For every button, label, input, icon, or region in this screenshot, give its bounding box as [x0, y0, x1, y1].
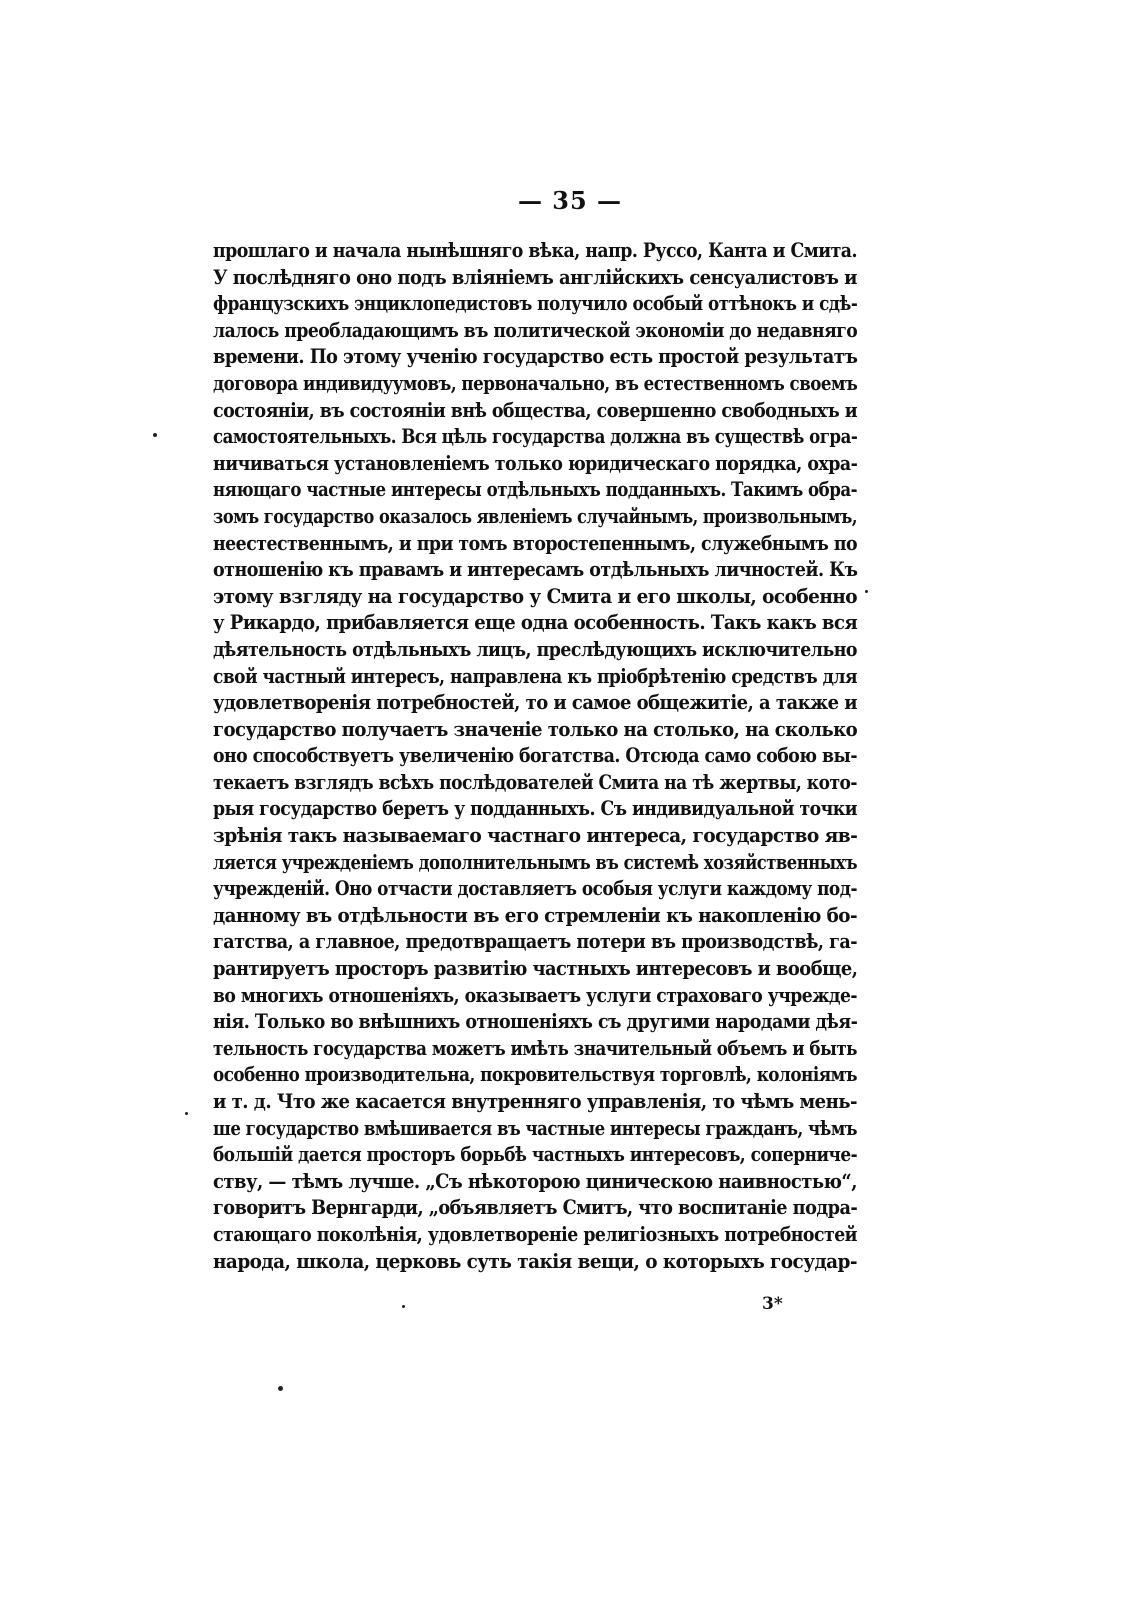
text-line: зомъ государство оказалось явленіемъ случайнымъ, произвольнымъ,: [213, 503, 858, 528]
text-line: учрежденій. Оно отчасти доставляетъ особыя услуги каждому под-: [213, 876, 857, 901]
text-line: удовлетворенія потребностей, то и самое общежитіе, а также и: [213, 690, 858, 715]
text-line: свой частный интересъ, направлена къ пріобрѣтенію средствъ для: [213, 663, 857, 688]
scan-speck: [278, 1386, 283, 1391]
text-line: рантируетъ просторъ развитію частныхъ интересовъ и вообще,: [213, 956, 858, 981]
text-line: у Рикардо, прибавляется еще одна особенность. Такъ какъ вся: [213, 610, 858, 635]
text-line: стающаго поколѣнія, удовлетвореніе религіозныхъ потребностей: [213, 1221, 858, 1246]
text-line: няющаго частные интересы отдѣльныхъ подданныхъ. Такимъ обра-: [213, 477, 858, 502]
text-line: особенно производительна, покровительствуя торговлѣ, колоніямъ: [213, 1062, 858, 1087]
text-line: гатства, а главное, предотвращаетъ потери въ производствѣ, га-: [213, 929, 858, 954]
scan-speck: [865, 590, 868, 593]
text-line: зрѣнія такъ называемаго частнаго интереса, государство яв-: [213, 823, 858, 848]
text-line: оно способствуетъ увеличенію богатства. Отсюда само собою вы-: [213, 743, 857, 768]
text-line: нія. Только во внѣшнихъ отношеніяхъ съ другими народами дѣя-: [213, 1009, 858, 1034]
text-line: данному въ отдѣльности въ его стремленіи къ накопленію бо-: [213, 902, 858, 927]
text-line: лалось преобладающимъ въ политической экономіи до недавняго: [213, 317, 858, 342]
text-line: рыя государство беретъ у подданныхъ. Съ индивидуальной точки: [213, 796, 858, 821]
text-line: У послѣдняго оно подъ вліяніемъ англійскихъ сенсуалистовъ и: [213, 264, 857, 289]
text-line: ше государство вмѣшивается въ частные интересы гражданъ, чѣмъ: [213, 1115, 858, 1140]
page-number: — 35 —: [517, 186, 623, 215]
text-line: государство получаетъ значеніе только на столько, на сколько: [213, 716, 858, 741]
body-text: [213, 237, 857, 1274]
text-line: прошлаго и начала нынѣшняго вѣка, напр. Руссо, Канта и Смита.: [213, 238, 858, 262]
text-line: большій дается просторъ борьбѣ частныхъ интересовъ, соперниче-: [213, 1142, 858, 1167]
text-line: говоритъ Вернгарди, „объявляетъ Смитъ, что воспитаніе подра-: [213, 1195, 858, 1220]
text-line: дѣятельность отдѣльныхъ лицъ, преслѣдующихъ исключительно: [213, 636, 857, 661]
text-line: договора индивидуумовъ, первоначально, въ естественномъ своемъ: [213, 370, 858, 395]
text-line: ничиваться установленіемъ только юридическаго порядка, охра-: [213, 450, 858, 475]
text-line: во многихъ отношеніяхъ, оказываетъ услуги страховаго учрежде-: [213, 982, 858, 1007]
text-line: этому взгляду на государство у Смита и его школы, особенно: [213, 583, 857, 608]
text-line: тельность государства можетъ имѣть значительный объемъ и быть: [213, 1035, 858, 1060]
text-line: самостоятельныхъ. Вся цѣль государства должна въ существѣ огра-: [213, 424, 858, 449]
text-line: народа, школа, церковь суть такія вещи, о которыхъ государ-: [213, 1248, 857, 1273]
text-line: состояніи, въ состояніи внѣ общества, совершенно свободныхъ и: [213, 397, 858, 422]
scan-speck: [185, 1112, 188, 1115]
scan-speck: [402, 1305, 405, 1308]
text-line: неестественнымъ, и при томъ второстепеннымъ, служебнымъ по: [213, 530, 858, 555]
scan-speck: [153, 433, 157, 437]
text-line: и т. д. Что же касается внутренняго управленія, то чѣмъ мень-: [213, 1089, 858, 1113]
text-line: французскихъ энциклопедистовъ получило особый оттѣнокъ и сдѣ-: [213, 291, 858, 316]
text-line: ляется учрежденіемъ дополнительнымъ въ системѣ хозяйственныхъ: [213, 849, 858, 874]
text-line: ству, — тѣмъ лучше. „Съ нѣкоторою циническою наивностью“,: [213, 1168, 857, 1193]
text-line: времени. По этому ученію государство есть простой результатъ: [213, 344, 858, 369]
signature-mark: 3*: [762, 1294, 783, 1314]
text-line: отношенію къ правамъ и интересамъ отдѣльныхъ личностей. Къ: [213, 557, 858, 582]
text-line: текаетъ взглядъ всѣхъ послѣдователей Смита на тѣ жертвы, кото-: [213, 769, 857, 794]
